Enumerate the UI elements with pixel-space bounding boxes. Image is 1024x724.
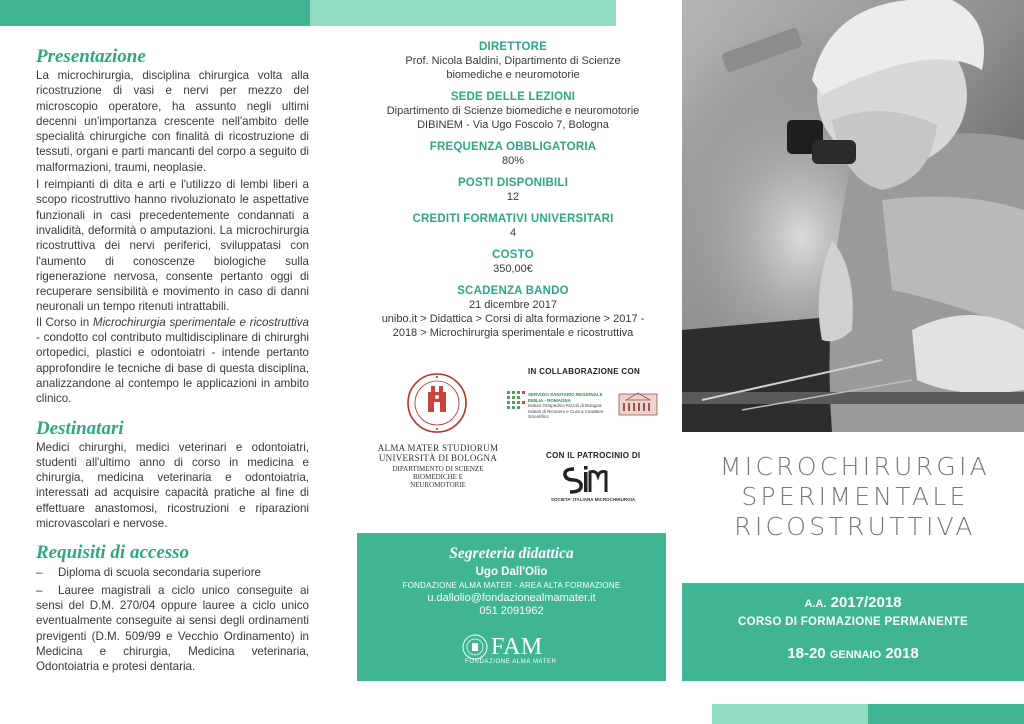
segreteria-title: Segreteria didattica	[449, 545, 574, 562]
posti-value: 12	[506, 191, 520, 203]
ssr-text: SERVIZIO SANITARIO REGIONALE EMILIA - ROMAGNA Istituto Ortopedico Rizzoli di Bologna Istituto di Ricovero e Cura a Carattere Scientifico	[528, 392, 604, 419]
patrocinio-title: CON IL PATROCINIO DI	[546, 451, 641, 460]
crediti-value: 4	[509, 227, 517, 239]
sede-heading: SEDE DELLE LEZIONI	[450, 91, 576, 103]
costo-heading: COSTO	[492, 249, 534, 261]
rizzoli-building-icon	[618, 390, 658, 416]
requisiti-item-1: – Diploma di scuola secondaria superiore	[36, 566, 261, 580]
course-name-italic: Microchirurgia sperimentale e ricostruttiva	[92, 315, 309, 329]
collaborazione-title: IN COLLABORAZIONE CON	[528, 367, 641, 376]
direttore-heading: DIRETTORE	[478, 41, 548, 53]
fam-seal-icon	[462, 634, 488, 660]
academic-year: A.A. 2017/2018	[804, 594, 902, 611]
scadenza-heading: SCADENZA BANDO	[457, 285, 569, 297]
segreteria-email-link[interactable]: u.dallolio@fondazionealmamater.it	[427, 592, 596, 604]
segreteria-org: FONDAZIONE ALMA MATER - AREA ALTA FORMAZIONE	[402, 581, 621, 590]
unibo-seal-icon	[406, 372, 468, 434]
course-info-box	[682, 583, 1024, 681]
direttore-value: Prof. Nicola Baldini, Dipartimento di Scienze biomediche e neuromotorie	[405, 55, 621, 81]
fam-logo-subtitle: FONDAZIONE ALMA MATER	[465, 659, 557, 665]
left-column	[36, 46, 309, 674]
crediti-heading: CREDITI FORMATIVI UNIVERSITARI	[412, 213, 614, 225]
course-title: MICROCHIRURGIA SPERIMENTALE RICOSTRUTTIVA	[719, 452, 991, 541]
fam-logo	[462, 634, 543, 660]
sede-value: Dipartimento di Scienze biomediche e neuromotorie DIBINEM - Via Ugo Foscolo 7, Bologna	[386, 105, 640, 131]
presentazione-title: Presentazione	[36, 46, 146, 67]
sim-logo-icon	[560, 464, 610, 496]
segreteria-name: Ugo Dall'Olio	[475, 566, 548, 578]
costo-value: 350,00€	[493, 263, 533, 275]
course-dates: 18-20 GENNAIO 2018	[787, 645, 919, 662]
destinatari-text: Medici chirurghi, medici veterinari e odontoiatri, studenti all'ultimo anno di corso in medicina e chirurgia, medicina veterinaria e odontoiatria, interessati ad acquisire capacità pratiche al fine di effettuare anastomosi, ricostruzioni e riparazioni microvascolari e nervose.	[36, 440, 309, 531]
scadenza-value: 21 dicembre 2017 unibo.it > Didattica > Corsi di alta formazione > 2017 - 2018 > Microchirurgia sperimentale e ricostruttiva	[372, 298, 654, 340]
scadenza-link-path: unibo.it > Didattica > Corsi di alta formazione > 2017 - 2018 > Microchirurgia sperimentale e ricostruttiva	[381, 313, 645, 339]
presentazione-paragraph-1: La microchirurgia, disciplina chirurgica volta alla ricostruzione di vasi e nervi per mezzo del microscopio operatore, ha assunto negli ultimi decenni un'importanza crescente nell'ambito delle specialità chirurgiche con finalità di ricostruzione di tessuti, organi e parti mancanti del corpo a seguito di malformazioni, traumi, neoplasie.	[36, 69, 309, 174]
info-column	[372, 40, 654, 348]
requisiti-item-2: – Lauree magistrali a ciclo unico conseguite ai sensi del D.M. 270/04 oppure lauree a ciclo unico eventualmente conseguite ai sensi degli ordinamenti previgenti (D.M. 509/99 e Vecchio Ordinamento) in Medicina e chirurgia, Medicina veterinaria, Odontoiatria e protesi dentaria.	[36, 583, 309, 674]
posti-heading: POSTI DISPONIBILI	[457, 177, 569, 189]
frequenza-heading: FREQUENZA OBBLIGATORIA	[429, 141, 597, 153]
fam-logo-text: FAM	[491, 634, 543, 660]
frequenza-value: 80%	[501, 155, 525, 167]
segreteria-box	[357, 533, 666, 681]
course-type: CORSO DI FORMAZIONE PERMANENTE	[737, 616, 969, 628]
top-bar-light	[310, 0, 616, 26]
bottom-bar-dark	[868, 704, 1024, 724]
destinatari-title: Destinatari	[36, 417, 124, 439]
segreteria-phone: 051 2091962	[479, 605, 544, 617]
unibo-logo-text: ALMA MATER STUDIORUM UNIVERSITÀ DI BOLOGNA DIPARTIMENTO DI SCIENZE BIOMEDICHE E NEUROMOTORIE	[377, 443, 499, 489]
surgeon-photo	[682, 0, 1024, 432]
presentazione-paragraph-3: Il Corso in Microchirurgia sperimentale e ricostruttiva - condotto col contributo multidisciplinare di chirurghi ortopedici, plastici e odontoiatri - intende pertanto approfondire le tecniche di base di questa disciplina, analizzandone al contempo le applicazioni in ambito clinico.	[36, 315, 309, 406]
top-bar-dark	[0, 0, 310, 26]
presentazione-paragraph-2: I reimpianti di dita e arti e l'utilizzo di lembi liberi a scopo ricostruttivo hanno rivoluzionato le aspettative funzionali in casi precedentemente condannati a invalidità, deformità o amputazioni. La microchirurgia ricostruttiva dei nervi periferici, sviluppatasi con l'aumento di conoscenze biologiche sulla rigenerazione nervosa, consente pertanto oggi di recuperare sensibilità e movimento in caso di danni neuronali un tempo ritenuti intrattabili.	[36, 178, 309, 314]
sim-caption: SOCIETA' ITALIANA MICROCHIRURGIA	[550, 497, 636, 502]
requisiti-title: Requisiti di accesso	[36, 542, 190, 564]
bottom-bar-light	[712, 704, 868, 724]
